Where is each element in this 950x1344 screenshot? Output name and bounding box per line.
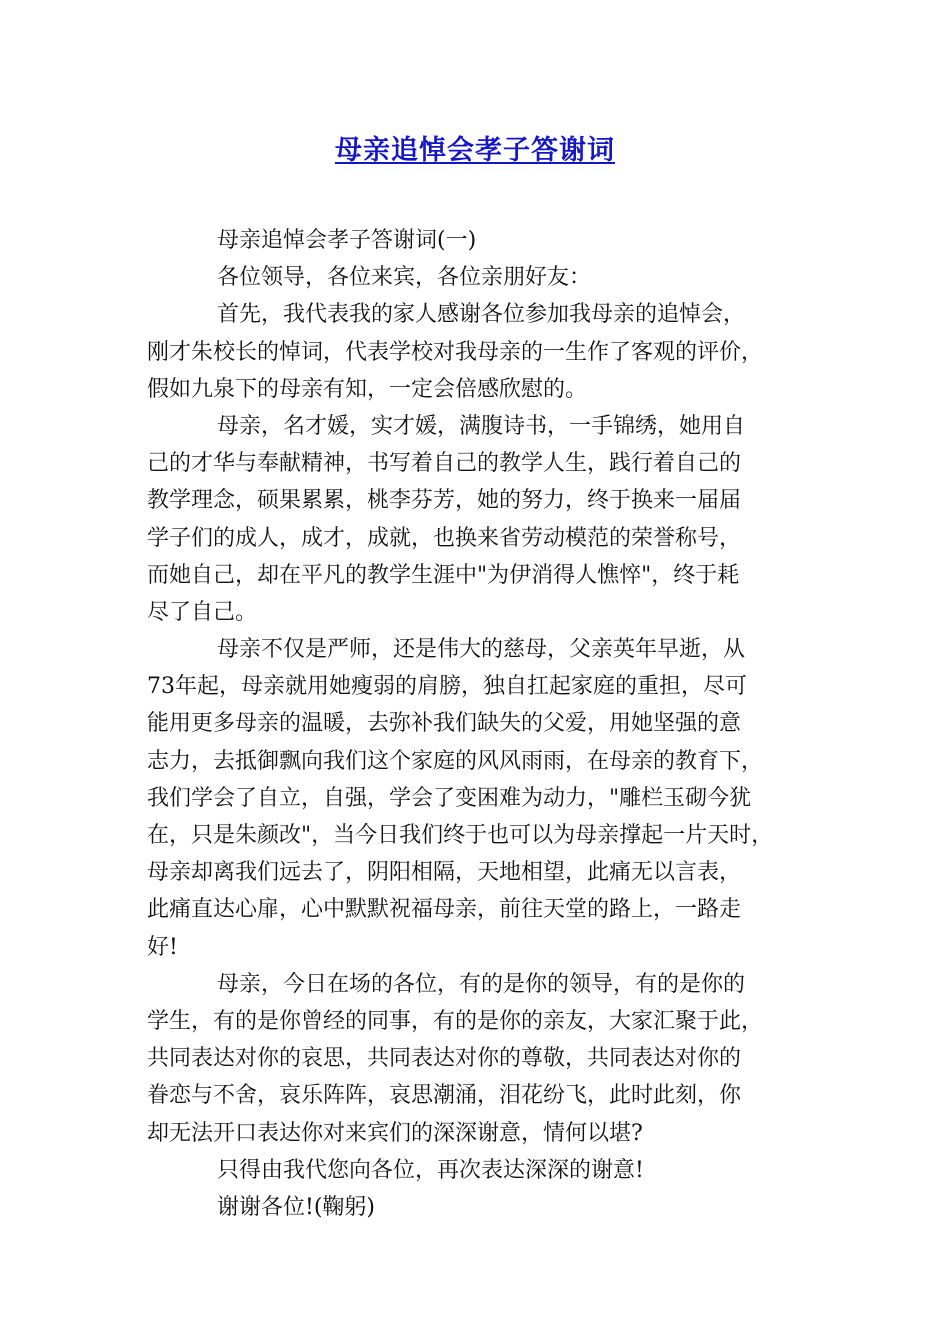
paragraph xyxy=(147,222,812,259)
paragraph-first-line: 母亲不仅是严师，还是伟大的慈母，父亲英年早逝，从 xyxy=(217,637,746,663)
paragraph-line: 73年起，母亲就用她瘦弱的肩膀，独自扛起家庭的重担，尽可 xyxy=(147,674,747,700)
document-body xyxy=(147,222,812,1226)
paragraph-line: 而她自己，却在平凡的教学生涯中"为伊消得人憔悴"，终于耗 xyxy=(147,562,740,588)
document-title: 母亲追悼会孝子答谢词 xyxy=(335,135,615,166)
paragraph-line: 好! xyxy=(147,934,178,960)
paragraph-line: 教学理念，硕果累累，桃李芬芳，她的努力，终于换来一届届 xyxy=(147,488,742,514)
paragraph-line: 在，只是朱颜改"，当今日我们终于也可以为母亲撑起一片天时， xyxy=(147,823,774,848)
paragraph-first-line: 谢谢各位!(鞠躬) xyxy=(217,1194,376,1220)
paragraph-line: 志力，去抵御飘向我们这个家庭的风风雨雨，在母亲的教育下， xyxy=(147,748,764,774)
paragraph-line: 此痛直达心扉，心中默默祝福母亲，前往天堂的路上，一路走 xyxy=(147,897,742,923)
paragraph-line: 学子们的成人，成才，成就，也换来省劳动模范的荣誉称号， xyxy=(147,525,742,551)
paragraph-first-line: 各位领导，各位来宾，各位亲朋好友： xyxy=(217,265,592,291)
paragraph-first-line: 只得由我代您向各位，再次表达深深的谢意! xyxy=(217,1157,644,1183)
paragraph-line: 己的才华与奉献精神，书写着自己的教学人生，践行着自己的 xyxy=(147,451,742,477)
paragraph-line: 我们学会了自立，自强，学会了变困难为动力，"雕栏玉砌今犹 xyxy=(147,785,752,811)
paragraph-line: 尽了自己。 xyxy=(147,599,258,625)
paragraph xyxy=(147,631,812,966)
paragraph-line: 学生，有的是你曾经的同事，有的是你的亲友，大家汇聚于此， xyxy=(147,1008,764,1034)
paragraph-line: 眷恋与不舍，哀乐阵阵，哀思潮涌，泪花纷飞，此时此刻，你 xyxy=(147,1083,742,1109)
paragraph xyxy=(147,408,812,631)
paragraph xyxy=(147,296,812,408)
paragraph-first-line: 母亲，名才媛，实才媛，满腹诗书，一手锦绣，她用自 xyxy=(217,413,746,439)
paragraph-first-line: 母亲追悼会孝子答谢词(一) xyxy=(217,228,477,253)
paragraph-line: 却无法开口表达你对来宾们的深深谢意，情何以堪? xyxy=(147,1120,643,1146)
paragraph-line: 刚才朱校长的悼词，代表学校对我母亲的一生作了客观的评价， xyxy=(147,339,764,365)
paragraph xyxy=(147,1189,812,1226)
paragraph-line: 假如九泉下的母亲有知，一定会倍感欣慰的。 xyxy=(147,376,588,402)
paragraph-line: 共同表达对你的哀思，共同表达对你的尊敬，共同表达对你的 xyxy=(147,1046,742,1072)
paragraph xyxy=(147,966,812,1152)
paragraph-line: 能用更多母亲的温暖，去弥补我们缺失的父爱，用她坚强的意 xyxy=(147,711,742,737)
paragraph-first-line: 首先，我代表我的家人感谢各位参加我母亲的追悼会， xyxy=(217,302,746,328)
paragraph-line: 母亲却离我们远去了，阴阳相隔，天地相望，此痛无以言表， xyxy=(147,860,742,886)
paragraph xyxy=(147,259,812,296)
paragraph xyxy=(147,1152,812,1189)
paragraph-first-line: 母亲，今日在场的各位，有的是你的领导，有的是你的 xyxy=(217,971,746,997)
